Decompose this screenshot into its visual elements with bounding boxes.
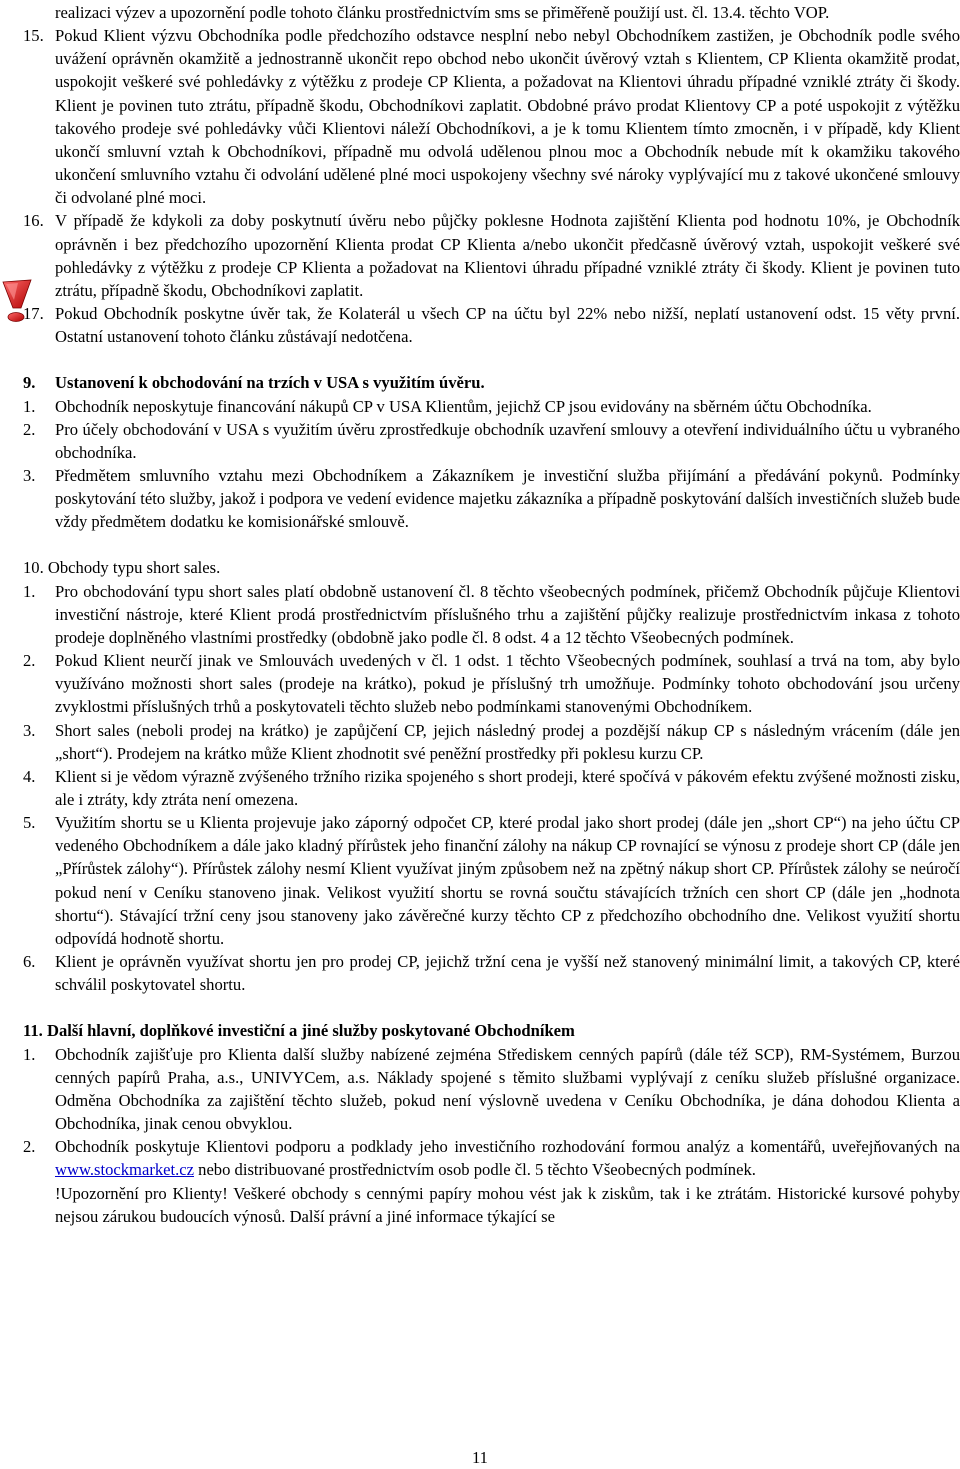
section-11-heading: 11. Další hlavní, doplňkové investiční a jiné služby poskytované Obchodníkem <box>23 1021 575 1041</box>
section-number: 9. <box>23 373 36 393</box>
item-text <box>55 1135 960 1181</box>
item-text: Využitím shortu se u Klienta projevuje jako záporný odpočet CP, které prodal jako short prodej (dále jen „short CP“) na jeho účtu CP vedeného Obchodníkem a dále jako kladný přírůstek jeho finanční zálohy na nákup CP rovnající se výnosu z prodeje short CP (dále jen „Přírůstek zálohy“). Přírůstek zálohy nesmí Klient využívat jiným způsobem než na zpětný nákup short CP. Přírůstek zálohy se neúročí pokud není v Ceníku stanoveno jinak. Velikost využití shortu se rovná součtu stávajících tržních cen short CP (dále jen „hodnota shortu“). Stávající tržní ceny jsou stanoveny jako závěrečné kurzy těchto CP z předchozího obchodního dne. Velikost využití shortu odpovídá hodnotě shortu. <box>55 813 960 948</box>
item-text: Pro účely obchodování v USA s využitím úvěru zprostředkuje obchodník uzavření smlouvy a otevření individuálního účtu u vybraného obchodníka. <box>55 419 960 462</box>
item-number: 3. <box>23 720 36 740</box>
list-item <box>0 464 960 533</box>
list-item <box>0 1043 960 1136</box>
item-number: 4. <box>23 766 36 786</box>
item-text: Klient je oprávněn využívat shortu jen pro prodej CP, jejichž tržní cena je vyšší než stanovený minimální limit, a takových CP, které schválil poskytovatel shortu. <box>55 952 960 995</box>
page-number: 11 <box>472 1448 488 1467</box>
item-text: Klient si je vědom výrazně zvýšeného tržního rizika spojeného s short prodeji, které spočívá v pákovém efektu zvýšené možnosti zisku, ale i ztráty, kdy ztráta není omezena. <box>55 766 960 809</box>
content-flow <box>0 1 960 1228</box>
item-text: Obchodník neposkytuje financování nákupů CP v USA Klientům, jejichž CP jsou evidovány na sběrném účtu Obchodníka. <box>55 396 872 416</box>
item-text: Pokud Klient výzvu Obchodníka podle předchozího odstavce nesplní nebo nebyl Obchodníkem zastižen, je Obchodník podle svého uvážení oprávněn okamžitě a jednostranně ukončit repo obchod nebo ukončit úvěrový vztah s Klientem, CP Klienta okamžitě prodat, uspokojit veškeré své pohledávky z výtěžku z prodeje CP Klienta, a požadovat na Klientovi úhradu případné vzniklé ztráty či škody. Klient je povinen tuto ztrátu, případně škodu, Obchodníkovi zaplatit. Obdobné právo prodat Klientovy CP a poté uspokojit z výtěžku takového prodeje své pohledávky vůči Klientovi náleží Obchodníkovi, a je k tomu Klientem tímto zmocněn, i v případě, kdy Klient ukončí smluvní vztah k Obchodníkovi, případně mu odvolá udělenou plnou moc a Obchodník nebude mít k okamžiku takového ukončení smluvního vztahu či odvolání udělené plné moci uspokojeny všechny své nároky vyplývající mu z takové ukončené smlouvy či odvolané plné moci. <box>55 26 960 208</box>
paragraph-continuation <box>0 1 960 24</box>
item-number: 5. <box>23 813 36 833</box>
list-item <box>0 580 960 649</box>
item-number: 1. <box>23 581 36 601</box>
item-number: 15. <box>23 26 44 46</box>
item-text: Pokud Obchodník poskytne úvěr tak, že Kolaterál u všech CP na účtu byl 22% nebo nižší, neplatí ustanovení odst. 15 věty první. Ostatní ustanovení tohoto článku zůstávají nedotčena. <box>55 304 960 347</box>
list-item <box>0 719 960 765</box>
item-number: 2. <box>23 419 36 439</box>
item-number: 2. <box>23 651 36 671</box>
list-item-15 <box>0 24 960 209</box>
item-number: 16. <box>23 211 44 231</box>
section-10-heading: 10. Obchody typu short sales. <box>23 558 221 578</box>
list-item <box>0 418 960 464</box>
list-item <box>0 395 960 418</box>
section-title: Ustanovení k obchodování na trzích v USA s využitím úvěru. <box>55 373 485 393</box>
item-number: 3. <box>23 465 36 485</box>
item-text: Obchodník zajišťuje pro Klienta další služby nabízené zejména Střediskem cenných papírů (dále též SCP), RM-Systémem, Burzou cenných papírů Praha, a.s., UNIVYCem, a.s. Náklady spojené s těmito službami vyplývají z ceníku služeb příslušné organizace. Odměna Obchodníka za zajištění těchto služeb, pokud není výslovně uvedena v Ceníku Obchodníka, je dána dohodou Klienta a Obchodníka, jinak cenou obvyklou. <box>55 1044 960 1134</box>
item-text: Short sales (neboli prodej na krátko) je zapůjčení CP, jejich následný prodej a pozdější nákup CP s následným vrácením (dále jen „short“). Prodejem na krátko může Klient zhodnotit své peněžní prostředky při poklesu kurzu CP. <box>55 720 960 763</box>
item-text-after: nebo distribuované prostřednictvím osob podle čl. 5 těchto Všeobecných podmínek. <box>194 1160 756 1180</box>
item-text: Předmětem smluvního vztahu mezi Obchodníkem a Zákazníkem je investiční služba přijímání a předávání pokynů. Podmínky poskytování této služby, jakož i podpora ve vedení evidence majetku zákazníka a případně poskytování dalších investičních služeb bude vždy předmětem dodatku ke komisionářské smlouvě. <box>55 465 960 532</box>
paragraph-text: realizaci výzev a upozornění podle tohoto článku prostřednictvím sms se přiměřeně použijí ust. čl. 13.4. těchto VOP. <box>55 3 830 22</box>
list-item <box>0 1135 960 1181</box>
item-text: Pokud Klient neurčí jinak ve Smlouvách uvedených v čl. 1 odst. 1 těchto Všeobecných podmínek, souhlasí a trvá na tom, aby bylo využíváno možnosti short sales (prodeje na krátko), pokud je příslušný trh umožňuje. Podmínky tohoto obchodování jsou určeny zvyklostmi příslušných trhů a poskytovateli těchto služeb nebo podmínkami stanovenými Obchodníkem. <box>55 651 960 717</box>
list-item <box>0 765 960 811</box>
item-number: 17. <box>23 304 44 324</box>
item-number: 1. <box>23 396 36 416</box>
list-item <box>0 811 960 950</box>
item-text-before: Obchodník poskytuje Klientovi podporu a podklady jeho investičního rozhodování formou analýz a komentářů, uveřejňovaných na <box>55 1137 960 1157</box>
item-text: V případě že kdykoli za doby poskytnutí úvěru nebo půjčky poklesne Hodnota zajištění Klienta pod hodnotu 10%, je Obchodník oprávněn i bez předchozího upozornění Klienta prodat CP Klienta a/nebo ukončit předčasně úvěrový vztah, uspokojit veškeré své pohledávky z výtěžku z prodeje CP Klienta a požadovat na Klientovi úhradu případné vzniklé ztráty či škody. Klient je povinen tuto ztrátu, případně škodu, Obchodníkovi zaplatit. <box>55 211 960 300</box>
list-item <box>0 649 960 718</box>
list-item <box>0 950 960 996</box>
item-number: 2. <box>23 1137 36 1157</box>
section-9-heading <box>0 371 960 394</box>
warning-notice: !Upozornění pro Klienty! Veškeré obchody s cennými papíry mohou vést jak k ziskům, tak i ke ztrátám. Historické kursové pohyby nejsou zárukou budoucích výnosů. Další právní a jiné informace týkající se <box>55 1183 960 1226</box>
item-number: 6. <box>23 952 36 972</box>
list-item-16 <box>0 209 960 302</box>
item-text: Pro obchodování typu short sales platí obdobně ustanovení čl. 8 těchto všeobecných podmínek, přičemž Obchodník půjčuje Klientovi investiční nástroje, které Klient prodá prostřednictvím příslušného trhu a zajištění půjčky realizuje prostřednictvím inkasa z tohoto prodeje doplněného vlastními prostředky (obdobně jako podle čl. 8 odst. 4 a 12 těchto Všeobecných podmínek. <box>55 581 960 647</box>
stockmarket-link[interactable]: www.stockmarket.cz <box>55 1160 194 1180</box>
item-number: 1. <box>23 1044 36 1064</box>
list-item-17 <box>0 302 960 348</box>
